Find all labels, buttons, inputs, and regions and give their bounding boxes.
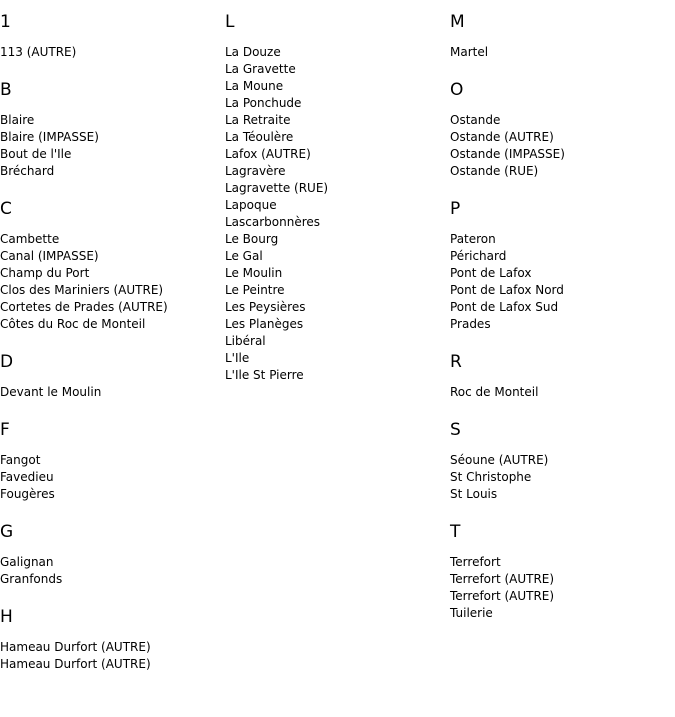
index-column-2: [225, 0, 440, 384]
list-item: [450, 163, 665, 180]
street-list: [0, 639, 215, 673]
list-item: [450, 486, 665, 503]
list-item: [0, 163, 215, 180]
list-item: [225, 78, 440, 95]
list-item: [0, 248, 215, 265]
street-link[interactable]: Pateron: [450, 232, 496, 246]
letter-group: [450, 80, 665, 180]
list-item: [0, 231, 215, 248]
street-link[interactable]: Le Gal: [225, 249, 263, 263]
street-link[interactable]: Fangot: [0, 453, 41, 467]
list-item: [450, 299, 665, 316]
street-link[interactable]: Pont de Lafox: [450, 266, 532, 280]
street-link[interactable]: St Louis: [450, 487, 498, 501]
street-link[interactable]: Tuilerie: [450, 606, 493, 620]
street-link[interactable]: Roc de Monteil: [450, 385, 539, 399]
street-link[interactable]: Fougères: [0, 487, 55, 501]
street-link[interactable]: Ostande: [450, 113, 501, 127]
letter-group: [450, 522, 665, 622]
street-list: [0, 112, 215, 180]
letter-group: [450, 12, 665, 61]
list-item: [450, 316, 665, 333]
list-item: [0, 486, 215, 503]
letter-heading: P: [450, 199, 461, 219]
list-item: [450, 231, 665, 248]
letter-heading: 1: [0, 12, 11, 32]
list-item: [225, 350, 440, 367]
list-item: [0, 299, 215, 316]
list-item: [450, 146, 665, 163]
list-item: [450, 129, 665, 146]
street-link[interactable]: Périchard: [450, 249, 507, 263]
letter-heading: H: [0, 607, 13, 627]
street-link[interactable]: Lagravère: [225, 164, 286, 178]
list-item: [225, 197, 440, 214]
list-item: [450, 452, 665, 469]
street-link[interactable]: La Ponchude: [225, 96, 302, 110]
list-item: [450, 588, 665, 605]
list-item: [450, 44, 665, 61]
street-link[interactable]: Terrefort (AUTRE): [450, 589, 555, 603]
street-link[interactable]: Hameau Durfort (AUTRE): [0, 657, 151, 671]
street-link[interactable]: Hameau Durfort (AUTRE): [0, 640, 151, 654]
street-link[interactable]: Les Peysières: [225, 300, 306, 314]
list-item: [225, 316, 440, 333]
list-item: [225, 146, 440, 163]
list-item: [0, 656, 215, 673]
list-item: [225, 265, 440, 282]
street-link[interactable]: La Moune: [225, 79, 284, 93]
letter-heading: B: [0, 80, 12, 100]
street-link[interactable]: Blaire (IMPASSE): [0, 130, 99, 144]
street-link[interactable]: Libéral: [225, 334, 266, 348]
street-list: [0, 452, 215, 503]
street-list: [225, 44, 440, 384]
street-link[interactable]: Lafox (AUTRE): [225, 147, 311, 161]
street-link[interactable]: Ostande (IMPASSE): [450, 147, 565, 161]
street-link[interactable]: Martel: [450, 45, 489, 59]
letter-group: [0, 12, 215, 61]
list-item: [225, 231, 440, 248]
list-item: [225, 129, 440, 146]
street-link[interactable]: Le Bourg: [225, 232, 279, 246]
letter-heading: D: [0, 352, 14, 372]
list-item: [0, 44, 215, 61]
street-link[interactable]: Champ du Port: [0, 266, 90, 280]
street-list: [0, 384, 215, 401]
list-item: [225, 282, 440, 299]
index-column-3: [450, 0, 665, 622]
list-item: [0, 282, 215, 299]
street-link[interactable]: Lapoque: [225, 198, 277, 212]
street-link[interactable]: La Douze: [225, 45, 281, 59]
list-item: [450, 248, 665, 265]
list-item: [225, 95, 440, 112]
list-item: [0, 112, 215, 129]
list-item: [225, 367, 440, 384]
letter-heading: R: [450, 352, 462, 372]
street-link[interactable]: Terrefort (AUTRE): [450, 572, 555, 586]
list-item: [450, 469, 665, 486]
list-item: [450, 112, 665, 129]
letter-group: [0, 420, 215, 503]
letter-group: [0, 607, 215, 673]
list-item: [450, 384, 665, 401]
letter-group: [0, 199, 215, 333]
street-link[interactable]: Séoune (AUTRE): [450, 453, 549, 467]
street-link[interactable]: Bréchard: [0, 164, 55, 178]
list-item: [0, 571, 215, 588]
letter-group: [450, 352, 665, 401]
street-link[interactable]: Blaire: [0, 113, 35, 127]
letter-heading: L: [225, 12, 235, 32]
street-link[interactable]: Granfonds: [0, 572, 63, 586]
street-list: [450, 554, 665, 622]
list-item: [0, 469, 215, 486]
street-list: [450, 452, 665, 503]
list-item: [450, 554, 665, 571]
street-link[interactable]: Cambette: [0, 232, 60, 246]
list-item: [0, 316, 215, 333]
index-column-1: [0, 0, 215, 673]
street-link[interactable]: La Téoulère: [225, 130, 294, 144]
list-item: [0, 554, 215, 571]
list-item: [225, 214, 440, 231]
street-link[interactable]: Favedieu: [0, 470, 54, 484]
street-link[interactable]: Devant le Moulin: [0, 385, 102, 399]
letter-group: [450, 420, 665, 503]
street-list: [450, 112, 665, 180]
street-link[interactable]: L'Ile St Pierre: [225, 368, 304, 382]
letter-group: [0, 80, 215, 180]
list-item: [225, 248, 440, 265]
list-item: [225, 299, 440, 316]
letter-heading: O: [450, 80, 464, 100]
street-link[interactable]: Terrefort: [450, 555, 501, 569]
street-link[interactable]: 113 (AUTRE): [0, 45, 77, 59]
street-list: [0, 554, 215, 588]
street-link[interactable]: Galignan: [0, 555, 54, 569]
list-item: [0, 265, 215, 282]
street-list: [450, 44, 665, 61]
street-link[interactable]: Lascarbonnères: [225, 215, 321, 229]
street-link[interactable]: Cortetes de Prades (AUTRE): [0, 300, 168, 314]
list-item: [225, 44, 440, 61]
street-link[interactable]: Le Moulin: [225, 266, 283, 280]
street-link[interactable]: Pont de Lafox Nord: [450, 283, 564, 297]
street-link[interactable]: Ostande (AUTRE): [450, 130, 554, 144]
list-item: [225, 333, 440, 350]
street-link[interactable]: La Gravette: [225, 62, 296, 76]
letter-heading: G: [0, 522, 14, 542]
list-item: [450, 265, 665, 282]
street-list: [450, 384, 665, 401]
street-link[interactable]: Bout de l'Ile: [0, 147, 72, 161]
street-link[interactable]: L'Ile: [225, 351, 250, 365]
street-link[interactable]: Lagravette (RUE): [225, 181, 329, 195]
street-link[interactable]: Côtes du Roc de Monteil: [0, 317, 146, 331]
list-item: [225, 163, 440, 180]
street-link[interactable]: Ostande (RUE): [450, 164, 539, 178]
letter-heading: M: [450, 12, 465, 32]
list-item: [0, 129, 215, 146]
list-item: [450, 605, 665, 622]
street-link[interactable]: Le Peintre: [225, 283, 285, 297]
street-link[interactable]: Clos des Mariniers (AUTRE): [0, 283, 164, 297]
list-item: [0, 146, 215, 163]
list-item: [225, 180, 440, 197]
letter-group: [225, 12, 440, 384]
letter-group: [0, 352, 215, 401]
street-link[interactable]: Les Planèges: [225, 317, 304, 331]
street-link[interactable]: La Retraite: [225, 113, 291, 127]
street-list: [0, 231, 215, 333]
letter-heading: F: [0, 420, 10, 440]
letter-heading: T: [450, 522, 461, 542]
letter-group: [450, 199, 665, 333]
letter-heading: S: [450, 420, 461, 440]
letter-group: [0, 522, 215, 588]
list-item: [450, 282, 665, 299]
list-item: [0, 639, 215, 656]
list-item: [0, 384, 215, 401]
street-link[interactable]: Canal (IMPASSE): [0, 249, 99, 263]
list-item: [225, 61, 440, 78]
street-link[interactable]: St Christophe: [450, 470, 532, 484]
street-list: [0, 44, 215, 61]
street-link[interactable]: Pont de Lafox Sud: [450, 300, 559, 314]
street-list: [450, 231, 665, 333]
letter-heading: C: [0, 199, 12, 219]
list-item: [0, 452, 215, 469]
list-item: [450, 571, 665, 588]
street-link[interactable]: Prades: [450, 317, 491, 331]
list-item: [225, 112, 440, 129]
